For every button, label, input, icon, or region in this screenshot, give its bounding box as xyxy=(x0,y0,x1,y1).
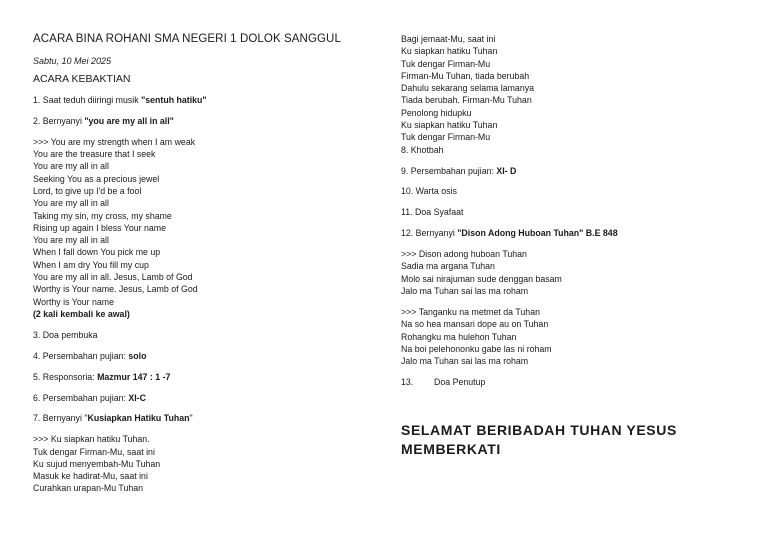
lyric-line: Taking my sin, my cross, my shame xyxy=(33,210,172,221)
lyric-line: Ku siapkan hatiku Tuhan xyxy=(401,120,498,131)
item-bold: "Dison Adong Huboan Tuhan" B.E 848 xyxy=(457,228,618,239)
repeat-note xyxy=(33,308,378,320)
event-date: Sabtu, 10 Mei 2025 xyxy=(33,56,112,66)
lyric-line: 8. Khotbah xyxy=(401,144,444,155)
item-bold: XI- D xyxy=(496,165,517,176)
item-bold: Kusiapkan Hatiku Tuhan xyxy=(87,413,190,424)
lyric-line: Seeking You as a precious jewel xyxy=(33,173,160,184)
lyric-line: You are my all in all. Jesus, Lamb of God xyxy=(33,272,193,283)
program-item-6 xyxy=(33,392,378,404)
lyric-line: >>> Ku siapkan hatiku Tuhan. xyxy=(33,434,150,445)
program-item-2 xyxy=(33,115,378,127)
lyric-line: Tuk dengar Firman-Mu, saat ini xyxy=(33,446,155,457)
lyric-line: Firman-Mu Tuhan, tiada berubah xyxy=(401,70,530,81)
song2-lyrics-continued xyxy=(401,33,746,156)
item-bold: "sentuh hatiku" xyxy=(141,95,207,105)
song2-lyrics xyxy=(33,433,378,494)
item-bold: solo xyxy=(128,350,147,361)
item-text: 9. Persembahan pujian: xyxy=(401,165,497,176)
closing-message: SELAMAT BERIBADAH TUHAN YESUS MEMBERKATI xyxy=(401,422,677,457)
lyric-line: Bagi jemaat-Mu, saat ini xyxy=(401,34,496,44)
lyric-line: Worthy is Your name xyxy=(33,296,115,307)
item-text: 2. Bernyanyi xyxy=(33,115,85,126)
lyric-line: Sadia ma argana Tuhan xyxy=(401,261,495,272)
program-item-7 xyxy=(33,412,378,424)
lyric-line: >>> Tanganku na metmet da Tuhan xyxy=(401,306,540,317)
item-bold: "you are my all in all" xyxy=(84,115,174,126)
lyric-line: Worthy is Your name. Jesus, Lamb of God xyxy=(33,284,198,295)
item-number: 13. xyxy=(401,376,414,387)
lyric-line: >>> Dison adong huboan Tuhan xyxy=(401,249,527,260)
program-item-11: 11. Doa Syafaat xyxy=(401,207,464,218)
lyric-line: You are my all in all xyxy=(33,161,109,172)
lyric-line: Rising up again I bless Your name xyxy=(33,222,167,233)
song3-lyrics xyxy=(401,248,746,297)
lyric-line: Dahulu sekarang selama lamanya xyxy=(401,83,535,94)
document-title: ACARA BINA ROHANI SMA NEGERI 1 DOLOK SANGGUL xyxy=(33,33,341,45)
lyric-line: Jalo ma Tuhan sai las ma roham xyxy=(401,356,529,367)
section-subtitle: ACARA KEBAKTIAN xyxy=(33,73,131,85)
lyric-line: When I fall down You pick me up xyxy=(33,247,161,258)
item-bold: XI-C xyxy=(128,392,146,403)
lyric-line: You are my all in all xyxy=(33,235,109,246)
lyric-line: Lord, to give up I'd be a fool xyxy=(33,185,142,196)
lyric-line: Tuk dengar Firman-Mu xyxy=(401,58,491,69)
lyric-line: When I am dry You fill my cup xyxy=(33,259,149,270)
lyric-line: Rohangku ma hulehon Tuhan xyxy=(401,331,517,342)
item-text: 12. Bernyanyi xyxy=(401,228,458,239)
program-item-13 xyxy=(401,376,746,388)
song-lyrics xyxy=(33,136,378,308)
program-item-5 xyxy=(33,371,378,383)
item-suffix: " xyxy=(189,413,193,424)
lyric-line: Jalo ma Tuhan sai las ma roham xyxy=(401,286,529,297)
lyric-line: Tuk dengar Firman-Mu xyxy=(401,132,491,143)
item-text: 7. Bernyanyi " xyxy=(33,413,88,424)
program-item-12 xyxy=(401,227,746,239)
program-item-3: 3. Doa pembuka xyxy=(33,329,98,340)
lyric-line: Ku siapkan hatiku Tuhan xyxy=(401,46,498,57)
item-text: Doa Penutup xyxy=(434,376,486,387)
lyric-line: Curahkan urapan-Mu Tuhan xyxy=(33,483,144,494)
program-item-4 xyxy=(33,350,378,362)
lyric-line: You are my all in all xyxy=(33,198,109,209)
lyric-line: Masuk ke hadirat-Mu, saat ini xyxy=(33,471,148,482)
repeat-note-text: (2 kali kembali ke awal) xyxy=(33,308,130,319)
program-item-1 xyxy=(33,94,378,106)
program-item-10: 10. Warta osis xyxy=(401,186,457,197)
lyric-line: Molo sai nirajuman sude denggan basam xyxy=(401,273,562,284)
item-text: 5. Responsoria: xyxy=(33,371,98,382)
item-text: 1. Saat teduh diiringi musik xyxy=(33,95,142,105)
item-text: 4. Persembahan pujian: xyxy=(33,350,129,361)
song4-lyrics xyxy=(401,306,746,367)
lyric-line: Na boi pelehononku gabe las ni roham xyxy=(401,343,552,354)
item-bold: Mazmur 147 : 1 -7 xyxy=(97,371,171,382)
item-text: 6. Persembahan pujian: xyxy=(33,392,129,403)
lyric-line: >>> You are my strength when I am weak xyxy=(33,136,196,147)
program-item-9 xyxy=(401,165,746,177)
program-list-left xyxy=(33,94,378,495)
lyric-line: Ku sujud menyembah-Mu Tuhan xyxy=(33,458,161,469)
lyric-line: Penolong hidupku xyxy=(401,107,472,118)
lyric-line: You are the treasure that I seek xyxy=(33,149,156,160)
lyric-line: Tiada berubah. Firman-Mu Tuhan xyxy=(401,95,532,106)
program-list-right xyxy=(401,33,746,388)
lyric-line: Na so hea mansari dope au on Tuhan xyxy=(401,319,549,330)
